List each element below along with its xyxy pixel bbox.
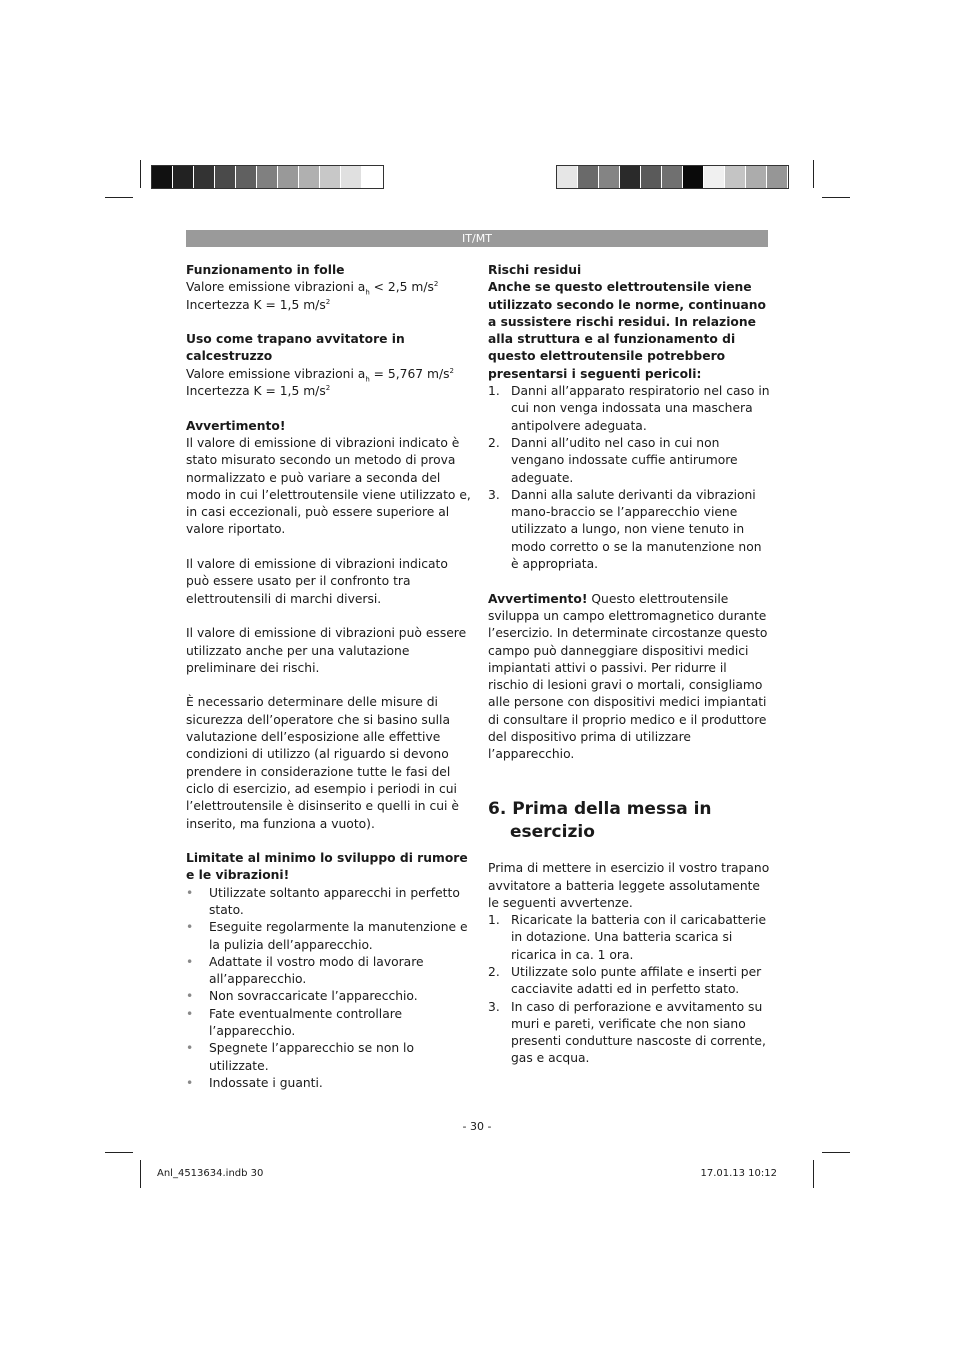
right-column	[488, 262, 770, 1068]
color-swatch-strip-left	[151, 165, 384, 189]
color-swatch	[152, 166, 173, 188]
color-swatch	[746, 166, 767, 188]
color-swatch	[620, 166, 641, 188]
color-swatch	[683, 166, 704, 188]
section-heading: 6. Prima della messa in esercizio	[488, 799, 712, 843]
color-swatch	[215, 166, 236, 188]
em-warning-paragraph: Avvertimento! Questo elettroutensile sviluppa un campo elettromagnetico durante l’esercizio. In determinate circostanze questo campo può danneggiare dispositivi medici impiantati attivi o passivi. Per ridurre il rischio di lesioni gravi o mortali, consigliamo alle persone con dispositivi medici impiantati di consultare il proprio medico e il produttore del dispositivo prima di utilizzare l’apparecchio.	[488, 591, 768, 762]
crop-mark	[105, 197, 133, 198]
footer-filename: Anl_4513634.indb 30	[157, 1168, 264, 1179]
warning-paragraph: Il valore di emissione di vibrazioni indicato può essere usato per il confronto tra elettroutensili di marchi diversi.	[186, 557, 448, 606]
color-swatch	[299, 166, 320, 188]
list-item: 3. Danni alla salute derivanti da vibrazioni mano-braccio se l’apparecchio viene utilizzato a lungo, non viene tenuto in modo corretto o se la manutenzione non è appropriata.	[488, 487, 762, 572]
limit-noise-title: Limitate al minimo lo sviluppo di rumore e le vibrazioni!	[186, 851, 468, 883]
color-swatch	[641, 166, 662, 188]
section-intro: Prima di mettere in esercizio il vostro trapano avvitatore a batteria leggete assolutamente le seguenti avvertenze.	[488, 861, 770, 910]
residual-risks-intro: Anche se questo elettroutensile viene utilizzato secondo le norme, continuano a sussistere rischi residui. In relazione alla struttura e al funzionamento di questo elettroutensile potrebbero presentarsi i seguenti pericoli:	[488, 280, 766, 381]
color-swatch	[599, 166, 620, 188]
bullet-icon: •	[186, 1075, 194, 1090]
idle-vibration-value: Valore emissione vibrazioni $a_h < 2,5$ $m/s^2$	[186, 280, 439, 297]
warning-paragraph: Il valore di emissione di vibrazioni indicato è stato misurato secondo un metodo di prova normalizzato e può variare a seconda del modo in cui l’elettroutensile viene utilizzato e, in casi eccezionali, può essere superiore al valore riportato.	[186, 435, 471, 537]
bullet-list	[186, 885, 471, 1093]
drill-vibration-value: Valore emissione vibrazioni $a_h = 5,767$ $m/s^2$	[186, 366, 454, 384]
idle-uncertainty: Incertezza K = 1,5 $m/s^2$	[186, 297, 331, 312]
bullet-icon: •	[186, 989, 194, 1004]
list-item: 2. Utilizzate solo punte affilate e inserti per cacciavite adatti ed in perfetto stato.	[488, 964, 762, 997]
color-swatch	[725, 166, 746, 188]
language-code: IT/MT	[462, 232, 492, 245]
crop-mark	[813, 1160, 814, 1188]
list-item: 3. In caso di perforazione e avvitamento su muri e pareti, verificate che non siano presenti condutture nascoste di corrente, gas e acqua.	[488, 999, 766, 1066]
drill-title: Uso come trapano avvitatore in calcestruzzo	[186, 332, 405, 364]
list-item: • Adattate il vostro modo di lavorare all’apparecchio.	[186, 954, 424, 987]
bullet-icon: •	[186, 920, 194, 935]
crop-mark	[105, 1152, 133, 1153]
list-item: 1. Ricaricate la batteria con il caricabatterie in dotazione. Una batteria scarica si ricarica in ca. 1 ora.	[488, 913, 767, 962]
residual-risks-list	[488, 383, 770, 573]
color-swatch	[557, 166, 578, 188]
color-swatch	[194, 166, 215, 188]
color-swatch	[320, 166, 341, 188]
color-swatch-strip-right	[556, 165, 789, 189]
idle-title: Funzionamento in folle	[186, 263, 345, 277]
color-swatch	[767, 166, 788, 188]
footer-timestamp: 17.01.13 10:12	[700, 1168, 777, 1179]
warning-paragraph: Il valore di emissione di vibrazioni può essere utilizzato anche per una valutazione preliminare dei rischi.	[186, 626, 467, 675]
drill-uncertainty: Incertezza K = 1,5 $m/s^2$	[186, 383, 331, 399]
crop-mark	[822, 1152, 850, 1153]
color-swatch	[341, 166, 362, 188]
list-item: • Eseguite regolarmente la manutenzione e la pulizia dell’apparecchio.	[186, 920, 468, 952]
list-item: 1. Danni all’apparato respiratorio nel caso in cui non venga indossata una maschera antipolvere adeguata.	[488, 384, 770, 433]
list-item: 2. Danni all’udito nel caso in cui non vengano indossate cuffie antirumore adeguate.	[488, 435, 738, 485]
color-swatch	[278, 166, 299, 188]
list-item: • Indossate i guanti.	[186, 1075, 471, 1092]
residual-risks-title: Rischi residui	[488, 263, 582, 277]
crop-mark	[813, 160, 814, 188]
page-number: - 30 -	[462, 1120, 492, 1133]
section-list	[488, 912, 770, 1068]
list-item: • Non sovraccaricate l’apparecchio.	[186, 988, 471, 1005]
bullet-icon: •	[186, 885, 194, 900]
color-swatch	[257, 166, 278, 188]
warning-title: Avvertimento!	[186, 418, 286, 433]
list-item: • Spegnete l’apparecchio se non lo utilizzate.	[186, 1041, 414, 1073]
crop-mark	[822, 197, 850, 198]
color-swatch	[173, 166, 194, 188]
color-swatch	[578, 166, 599, 188]
color-swatch	[236, 166, 257, 188]
list-item: • Utilizzate soltanto apparecchi in perfetto stato.	[186, 885, 460, 917]
warning-paragraph: È necessario determinare delle misure di sicurezza dell’operatore che si basino sulla valutazione dell’esposizione alle effettive condizioni di utilizzo (al riguardo si devono prendere in considerazione tutte le fasi del ciclo di esercizio, ad esempio i periodi in cui l’elettroutensile è disinserito e quelli in cui è inserito, ma funziona a vuoto).	[186, 695, 459, 831]
crop-mark	[140, 1160, 141, 1188]
language-header-bar	[186, 230, 768, 247]
color-swatch	[704, 166, 725, 188]
color-swatch	[662, 166, 683, 188]
list-item: • Fate eventualmente controllare l’apparecchio.	[186, 1006, 403, 1039]
bullet-icon: •	[186, 954, 194, 969]
crop-mark	[140, 160, 141, 188]
left-column	[186, 262, 471, 1092]
bullet-icon: •	[186, 1041, 194, 1056]
bullet-icon: •	[186, 1006, 194, 1021]
color-swatch	[362, 166, 383, 188]
